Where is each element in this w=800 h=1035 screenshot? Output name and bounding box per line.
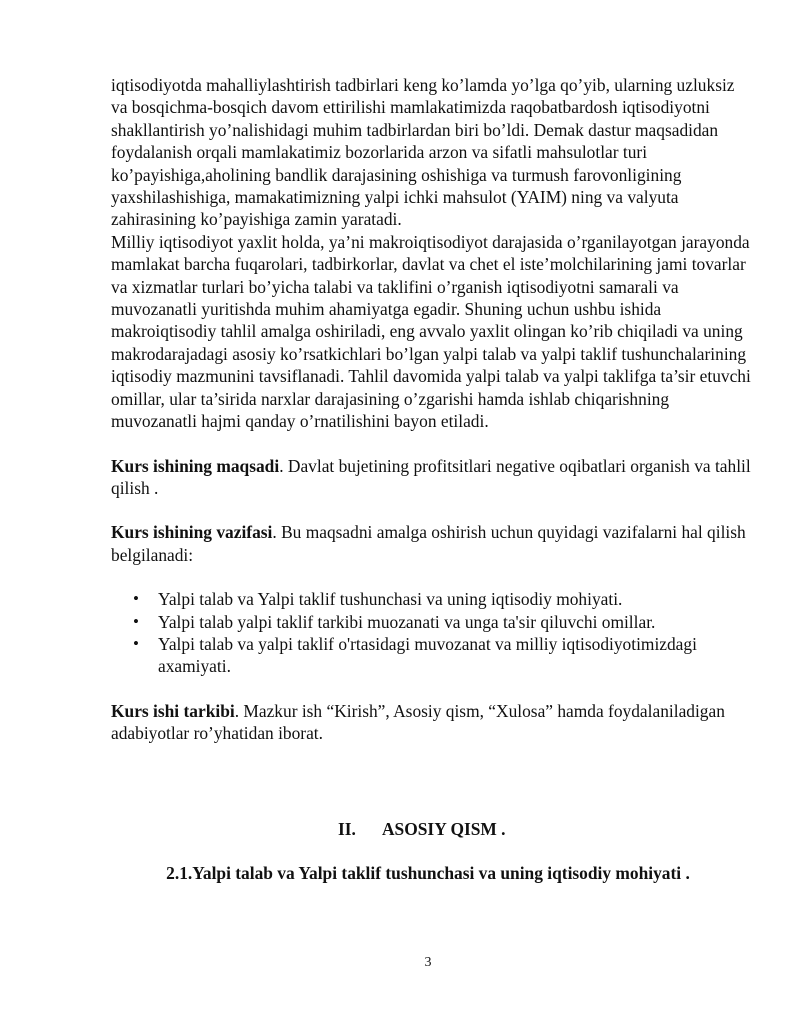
course-structure-label: Kurs ishi tarkibi	[111, 700, 235, 721]
section-number: II.	[338, 819, 356, 839]
course-task-paragraph	[111, 521, 751, 566]
course-goal-text: . Davlat bujetining profitsitlari negative oqibatlari organish va tahlil qilish .	[111, 455, 751, 498]
list-item	[111, 611, 751, 633]
list-item	[111, 588, 751, 610]
list-item-text: Yalpi talab va yalpi taklif o'rtasidagi muvozanat va milliy iqtisodiyotimizdagi axamiyati.	[158, 633, 697, 677]
bullet-icon: •	[133, 589, 139, 609]
document-body	[111, 74, 751, 745]
paragraph-spacer	[111, 499, 751, 521]
paragraph-spacer	[111, 433, 751, 455]
list-item-text: Yalpi talab va Yalpi taklif tushunchasi va uning iqtisodiy mohiyati.	[158, 589, 623, 610]
course-goal-paragraph	[111, 455, 751, 500]
paragraph-spacer	[111, 678, 751, 700]
course-structure-text: . Mazkur ish “Kirish”, Asosiy qism, “Xulosa” hamda foydalaniladigan adabiyotlar ro’yhatidan iborat.	[111, 700, 725, 744]
macroeconomics-paragraph: Milliy iqtisodiyot yaxlit holda, ya’ni makroiqtisodiyot darajasida o’rganilayotgan jarayonda mamlakat barcha fuqarolari, tadbirkorlar, davlat va chet el iste’molchilarining jami tovarlar va xizmatlar turlari bo’yicha talabi va taklifini o’rganish iqtisodiyotni samarali va muvozanatli yuritishda muhim ahamiyatga egadir. Shuning uchun ushbu ishida makroiqtisodiy tahlil amalga oshiriladi, eng avvalo yaxlit olingan ko’rib chiqiladi va uning makrodarajadagi asosiy ko’rsatkichlari bo’lgan yalpi talab va yalpi taklif tushunchalarining iqtisodiy mazmunini tavsiflanadi. Tahlil davomida yalpi talab va yalpi taklifga ta’sir etuvchi omillar, ular ta’sirida narxlar darajasining o’zgarishi hamda ishlab chiqarishning muvozanatli hajmi qanday o’rnatilishini bayon etiladi.	[111, 231, 751, 432]
list-item-text: Yalpi talab yalpi taklif tarkibi muozanati va unga ta'sir qiluvchi omillar.	[158, 611, 656, 632]
course-task-text: . Bu maqsadni amalga oshirish uchun quyidagi vazifalarni hal qilish belgilanadi:	[111, 522, 746, 565]
section-title: ASOSIY QISM .	[382, 819, 506, 839]
page-number: 3	[424, 955, 432, 970]
paragraph-spacer	[111, 566, 751, 588]
course-structure-paragraph	[111, 700, 751, 745]
task-list	[111, 588, 751, 678]
course-task-label: Kurs ishining vazifasi	[111, 522, 273, 543]
bullet-icon: •	[133, 611, 139, 631]
bullet-icon: •	[133, 633, 139, 653]
list-item	[111, 633, 751, 678]
course-goal-label: Kurs ishining maqsadi	[111, 455, 280, 476]
subsection-heading: 2.1.Yalpi talab va Yalpi taklif tushunchasi va uning iqtisodiy mohiyati .	[166, 863, 690, 883]
intro-paragraph: iqtisodiyotda mahalliylashtirish tadbirlari keng ko’lamda yo’lga qo’yib, ularning uzluksiz va bosqichma-bosqich davom ettirilishi mamlakatimizda raqobatbardosh iqtisodiyotni shakllantirish yo’nalishidagi muhim tadbirlardan biri bo’ldi. Demak dastur maqsadidan foydalanish orqali mamlakatimiz bozorlarida arzon va sifatli mahsulotlar turi ko’payishiga,aholining bandlik darajasining oshishiga va turmush farovonligining yaxshilashishiga, mamakatimizning yalpi ichki mahsulot (YAIM) ning va valyuta zahirasining ko’payishiga zamin yaratadi.	[111, 75, 735, 230]
